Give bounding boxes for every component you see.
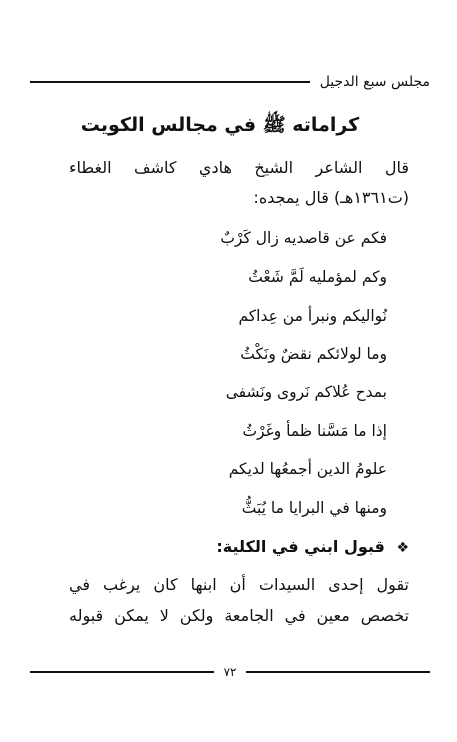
verse-line-2: وكم لمؤمليه لَمَّ شَعْثُ bbox=[248, 268, 387, 286]
header-rule bbox=[30, 81, 310, 83]
verse-line-6: إذا ما مَسَّنا ظمأ وغَرْثُ bbox=[242, 422, 387, 440]
running-head-text: مجلس سبع الدجيل bbox=[319, 74, 430, 90]
footer-rule-right bbox=[246, 671, 430, 673]
verse-line-8: ومنها في البرايا ما يُبَثُّ bbox=[241, 499, 387, 517]
footer-rule-left bbox=[30, 671, 214, 673]
page-footer bbox=[30, 662, 430, 682]
running-header bbox=[30, 70, 430, 94]
paragraph-line-2: تخصص معين في الجامعة ولكن لا يمكن قبوله bbox=[69, 606, 409, 625]
verse-line-7: علومُ الدين أجمعُها لديكم bbox=[228, 460, 387, 478]
paragraph-line-1: تقول إحدى السيدات أن ابنها كان يرغب في bbox=[69, 575, 409, 594]
verse-line-1: فكم عن قاصديه زال كَرْبٌ bbox=[220, 229, 387, 247]
diamond-bullet-icon: ❖ bbox=[396, 540, 409, 556]
section-title: كراماته ﷺ في مجالس الكويت bbox=[80, 114, 360, 136]
page-number: ٧٢ bbox=[223, 665, 237, 679]
verse-line-5: بمدح عُلاكم نَروى ونَشفى bbox=[225, 383, 387, 401]
intro-line-2: (ت١٣٦١هـ) قال يمجده: bbox=[253, 188, 409, 207]
verse-line-4: وما لولائكم نقضٌ ونَكْثُ bbox=[240, 345, 387, 363]
subheading bbox=[216, 537, 409, 556]
verse-line-3: نُواليكم ونبرأ من عِداكم bbox=[238, 307, 387, 325]
subheading-text: قبول ابني في الكلية: bbox=[216, 537, 385, 556]
intro-line-1: قال الشاعر الشيخ هادي كاشف الغطاء bbox=[69, 158, 409, 177]
